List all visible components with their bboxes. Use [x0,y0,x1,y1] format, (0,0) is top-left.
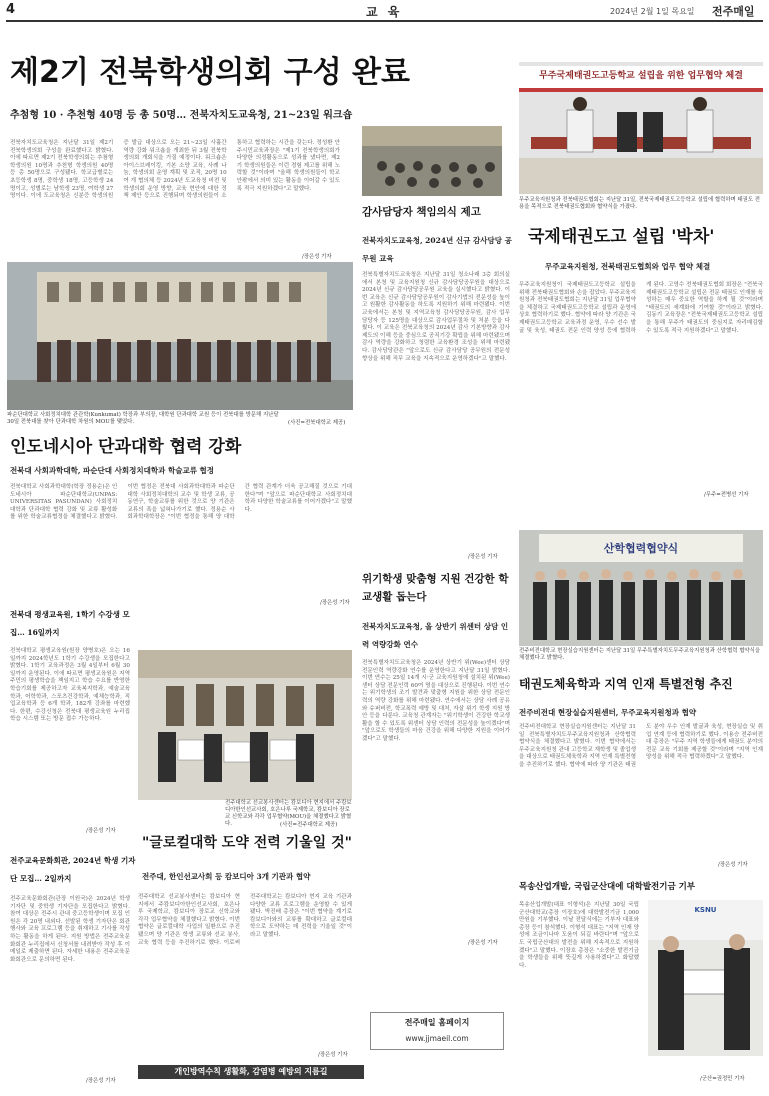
visionuni-headline: 태권도체육학과 지역 인재 특별전형 추진 [519,677,733,691]
visionuni-subhead: 전주비전대 현장실습지원센터, 무주교육지원청과 협약 [519,708,697,717]
indonesia-signoff: /장은성 기자 [320,600,350,606]
taekwondo-photo-banner: 무주국제태권도고등학교 설립을 위한 업무협약 체결 [539,71,743,81]
main-body: 전북자치도교육청은 지난달 31일 제2기 전북학생의회 구성을 완료했다고 밝혔다. 이에 따르면 제2기 전북학생의회는 추첨형 학생의원 10명과 추천형 학생의원 40명 등 총 50명으로 구성됐다. 학교급별로는 초등학생 8명, 중학생 18명, 고등학생 24명이고, 성별로는 남학생 23명, 여학생 27명이다. 이에 도교육청은 신분증 학생의원증 발급 대상으로 오는 21~23일 사흘간 역량 강화 워크숍을 개최한 뒤 3월 전북학생의회 개회식을 가질 예정이다. 워크숍은 아이스브레이킹, 기본 소양 교육, 사례 나눔, 학생의회 운영 계획 및 조직, 20명 10여 개 협의체 등 2024년 도교육청 비전 및 학생의회 운영 방향, 교육 현안에 대한 정책 제안 등으로 진행되며 학생의원들이 소통하고 협력하는 시간을 갖는다. 정성환 안주시민교육과장은 "제1기 전북학생의회가 다양한 의정활동으로 성과를 냈다면, 제2기 학생의원들은 이런 경험 제고를 위해 노력할 것"이라며 "올해 학생의원들이 학교 안팎에서 의미 있는 활동을 이어갈 수 있도록 적극 지원하겠다"고 말했다. [10,140,342,200]
global-body: 전주대학교 선교봉사센터는 캄보디아 현지에서 주캄보디아한인선교사회, 호은나루 국제학교, 캄보디아 장로교 신학교와 각각 업무협약을 체결했다고 밝혔다. 이번 협약은 글로컬대학 사업의 일환으로 추진됐으며 양 기관은 학생 교류와 선교 봉사, 교육 협력 등을 추진하기로 했다. 이로써 전주대학교는 캄보디아 현지 교육 기관과 다양한 교류 프로그램을 운영할 수 있게 됐다. 박진배 총장은 "이번 협약을 계기로 캄보디아와의 교류를 확대하고 글로컬대학으로 도약하는 데 전력을 기울일 것"이라고 말했다. [138,894,354,946]
visionuni-caption: 전주비전대학교 현장실습지원센터는 지난달 31일 무주특별자치도무주교육지원청과 산학협력 협약식을 체결했다고 밝혔다. [519,648,761,661]
visionuni-photo [519,530,763,646]
lifelong-headline: 전북대 평생교육원, 1학기 수강생 모집… 16일까지 [10,610,130,637]
homepage-promo-box[interactable] [370,1012,504,1050]
audit-body: 전북특별자치도교육청은 지난달 31일 청소나래 3층 회의실에서 본청 및 교육지원청 신규 감사담당공무원을 대상으로 2024년 신규 감사담당공무원 교육을 실시했다고 밝혔다. 이번 교육은 신규 감사담당공무원이 감사기법의 전문성을 높이고 원활한 감사활동을 하도록 지원하기 위해 마련됐다. 이번 교육에서는 본청 및 지역교육청 감사담당공무원, 감사 업무 담당자 등 125명을 대상으로 감사업무절차 및 처분 등을 다뤘다. 이 교육은 전북교육청의 2024년 감사 기본방향과 감사제도의 이해 등을 중심으로 공직기강 확립을 위해 마련됐으며 감사 역량을 강화하고 청렴한 교육환경 조성을 위해 마련됐다. 감사담당관은 "앞으로도 신규 감사담당 공무원의 전문성 향상을 위해 직무 교육을 지속적으로 운영하겠다"고 말했다. [362,272,512,362]
indonesia-photo [7,262,353,410]
lifelong-body: 전북대학교 평생교육원(원장 양병호)은 오는 16일까지 2024학년도 1학기 수강생을 모집한다고 밝혔다. 1학기 교육과정은 3월 4일부터 6월 30일까지 운영된다. 이에 따르면 평생교육원은 지역주민의 평생학습을 책임지고 학습 수요를 반영한 학습기회를 제공하고자 교육복지학과, 예술교육학과, 어학학과, 스포츠건강학과, 예체능학과, 직업교육학과 등 6개 학과, 182개 강좌를 마련했다. 한편, 수강신청은 전북대 평생교육원 누리집 학습 시스템 또는 방문 접수 가능하다. [10,648,132,723]
section-name: 교 육 [366,5,403,19]
visionuni-photo-banner: 산학협력협약식 [603,542,679,555]
global-subhead: 전주대, 한인선교사회 등 캄보디아 3개 기관과 협약 [142,872,311,881]
main-signoff: /장은성 기자 [302,254,332,260]
global-headline: "글로컬대학 도약 전력 기울일 것" [142,835,352,851]
audit-headline: 감사담당자 책임의식 제고 [362,206,481,218]
reporter-signoff: /장은성 기자 [86,1078,116,1084]
visionuni-body: 전주비전대학교 현장실습지원센터는 지난달 31일 전북특별자치도무주교육지원청과 산학협력 협약식을 체결했다고 밝혔다. 이번 협약에서는 무주교육지원청 관내 고등학교 재학생 및 졸업생을 대상으로 태권도체육학과 지역 인재 특별전형을 추진하기로 했다. 협약에 따라 양 기관은 태권도 분야 우수 인재 발굴과 육성, 현장실습 및 취업 연계 등에 협력하기로 했다. 이용승 전주비전대 총장은 "무주 지역 학생들에게 태권도 분야의 전문 교육 기회를 제공할 것"이라며 "지역 인재 양성을 위해 적극 협력하겠다"고 말했다. [519,724,765,768]
scholarship-body: 목송산업개발(대표 이형석)은 지난달 30일 국립군산대학교(총장 이장호)에 대학발전기금 1,000만원을 기부했다. 이날 전달식에는 기부자 대표와 총장 등이 참석했다. 이형석 대표는 "지역 인재 양성에 조금이나마 도움이 되길 바란다"며 "앞으로도 국립군산대의 발전을 위해 지속적으로 지원하겠다"고 말했다. 이장호 총장은 "소중한 발전기금을 학생들을 위해 뜻깊게 사용하겠다"고 화답했다. [519,902,641,969]
lifelong-signoff: /장은성 기자 [86,828,116,834]
crisis-subhead: 전북자치도교육청, 올 상반기 위센터 상담 인력 역량강화 연수 [362,622,509,649]
scholarship-signoff: /군산=권정민 기자 [700,1076,745,1082]
taekwondo-body: 무주교육지원청이 국제태권도고등학교 설립을 위해 전북태권도협회와 손을 잡았다. 무주교육지원청과 전북태권도협회는 지난달 31일 업무협약을 체결하고 국제태권도고등학교 설립과 운영에 상호 협력하기로 했다. 협약에 따라 양 기관은 국제태권도고등학교 교육과정 운영, 우수 선수 발굴 및 육성, 태권도 전문 인력 양성 등에 협력하게 된다. 고영수 전북태권도협회 회장은 "전북국제태권도고등학교 설립은 전문 태권도 인재를 육성하는 매우 중요한 역할을 하게 될 것"이라며 "태권도의 세계화에 기여할 것"이라고 밝혔다. 김동기 교육장은 "전북국제태권도고등학교 설립을 통해 무주가 태권도의 중심지로 자리매김할 수 있도록 적극 지원하겠다"고 말했다. [519,282,765,334]
taekwondo-subhead: 무주교육지원청, 전북태권도협회와 업무 협약 체결 [545,262,711,271]
page-header [6,2,763,22]
taekwondo-signoff: /무주=전병선 기자 [704,492,749,498]
taekwondo-photo [519,62,763,194]
audit-subhead: 전북자치도교육청, 2024년 신규 감사담당 공무원 교육 [362,236,512,263]
indonesia-body: 전북대학교 사회과학대학(학장 정용순)은 인도네시아 파순단대학교(UNPAS: UNIVERSITAS PASUNDAN) 사회정치대학과 단과대학 협력 강화 및 교류 활성화를 위한 학술교류협정을 체결했다고 밝혔다. 이번 협정은 전북대 사회과학대학과 파순단대학 사회정치대학의 교수 및 학생 교류, 공동연구, 학술교류를 위한 것으로 양 기관은 교류의 폭을 넓혀나가기로 했다. 정용순 사회과학대학장은 "이번 협정을 통해 양 대학 간 협력 관계가 더욱 공고해질 것으로 기대한다"며 "앞으로 파순단대학교 사회정치대학과 다양한 학술교류를 이어가겠다"고 말했다. [10,484,352,521]
issue-date: 2024년 2월 1일 목요일 [610,7,695,16]
global-signoff: /장은성 기자 [318,1052,348,1058]
taekwondo-headline: 국제태권도고 설립 '박차' [528,227,715,247]
jeonju-credit: (사진=전주대학교 제공) [280,822,338,828]
reporter-body: 전주교육문화회관(관장 이원국)은 2024년 학생 기자단 및 중학생 기자단을 모집한다고 밝혔다. 참여 대상은 전주시 관내 중고등학생이며 모집 인원은 각 20명 내외다. 선발된 학생 기자단은 회관 행사와 교육 프로그램 등을 취재하고 기사를 작성하는 활동을 하게 된다. 지원 방법은 전주교육문화회관 누리집에서 신청서를 내려받아 작성 후 이메일로 제출하면 된다. 자세한 내용은 전주교육문화회관으로 문의하면 된다. [10,896,132,963]
newspaper-name: 전주매일 [712,5,755,18]
indonesia-credit: (사진=전북대학교 제공) [288,420,346,426]
scholarship-photo-banner: KSNU [694,906,717,914]
homepage-promo-url[interactable]: www.jjmaeil.com [405,1034,469,1043]
crisis-signoff: /장은성 기자 [468,940,498,946]
visionuni-signoff: /장은성 기자 [718,862,748,868]
crisis-body: 전북특별자치도교육청은 2024년 상반기 위(Wee)센터 상담 전문인력 역량강화 연수를 운영한다고 지난달 31일 밝혔다. 이번 연수는 25일 14개 시·군 교육지원청에 설치된 위(Wee)센터 상담 전문인력 60여 명을 대상으로 진행된다. 이번 연수는 위기학생의 조기 발견과 맞춤형 지원을 위한 상담 전문인력의 역량 강화를 위해 마련됐다. 연수에서는 상담 사례 공유와 슈퍼비전, 학교폭력 예방 및 대처, 자살 위기 학생 지원 방안 등을 다룬다. 교육청 관계자는 "위기학생이 건강한 학교생활을 할 수 있도록 위센터 상담 인력의 전문성을 높이겠다"며 "앞으로도 학생들의 마음 건강을 위해 다양한 지원을 이어가겠다"고 말했다. [362,660,512,742]
indonesia-subhead: 전북대 사회과학대학, 파순단대 사회정치대학과 학술교류 협정 [10,466,215,475]
main-subhead: 추첨형 10 · 추천형 40명 등 총 50명… 전북자치도교육청, 21~23일 워크숍 [10,110,353,121]
jeonju-photo [138,650,352,800]
scholarship-headline: 목송산업개발, 국립군산대에 대학발전기금 기부 [519,882,696,892]
reporter-headline: 전주교육문화회관, 2024년 학생 기자단 모집… 2일까지 [10,856,136,883]
taekwondo-caption: 무주교육지원청과 전북태권도협회는 지난달 31일, 전북국제태권도고등학교 설립에 협력하며 태권도 전용을 목적으로 전북태권도협회와 협약식을 가졌다. [519,197,760,210]
homepage-promo-title: 전주매일 홈페이지 [404,1017,470,1027]
audit-signoff: /장은성 기자 [468,554,498,560]
page-number: 4 [6,2,16,17]
scholarship-photo [648,900,763,1056]
jeonju-caption: 전주대학교 선교봉사센터는 캄보디아 현지에서 주캄보디아한인선교사회, 호은나루 국제학교, 캄보디아 장로교 신학교와 각각 업무협약(MOU)을 체결했다고 밝혔다. [225,800,352,827]
indonesia-headline: 인도네시아 단과대학 협력 강화 [10,437,242,457]
crisis-headline: 위기학생 맞춤형 지원 건강한 학교생활 돕는다 [362,573,509,603]
indonesia-caption: 파순단대학교 사회정치대학 관관학(Kunkumat) 학장과 부의장, 대학원 단과대학 교원 등이 전북대를 방문해 지난달 30일 전북대를 찾아 단과대학 차원의 MOU를 맺었다. [7,412,279,425]
audit-photo [362,126,502,196]
main-headline: 제2기 전북학생의회 구성 완료 [10,55,410,90]
footer-banner-text: 개인방역수칙 생활화, 감염병 예방의 지름길 [174,1066,328,1076]
